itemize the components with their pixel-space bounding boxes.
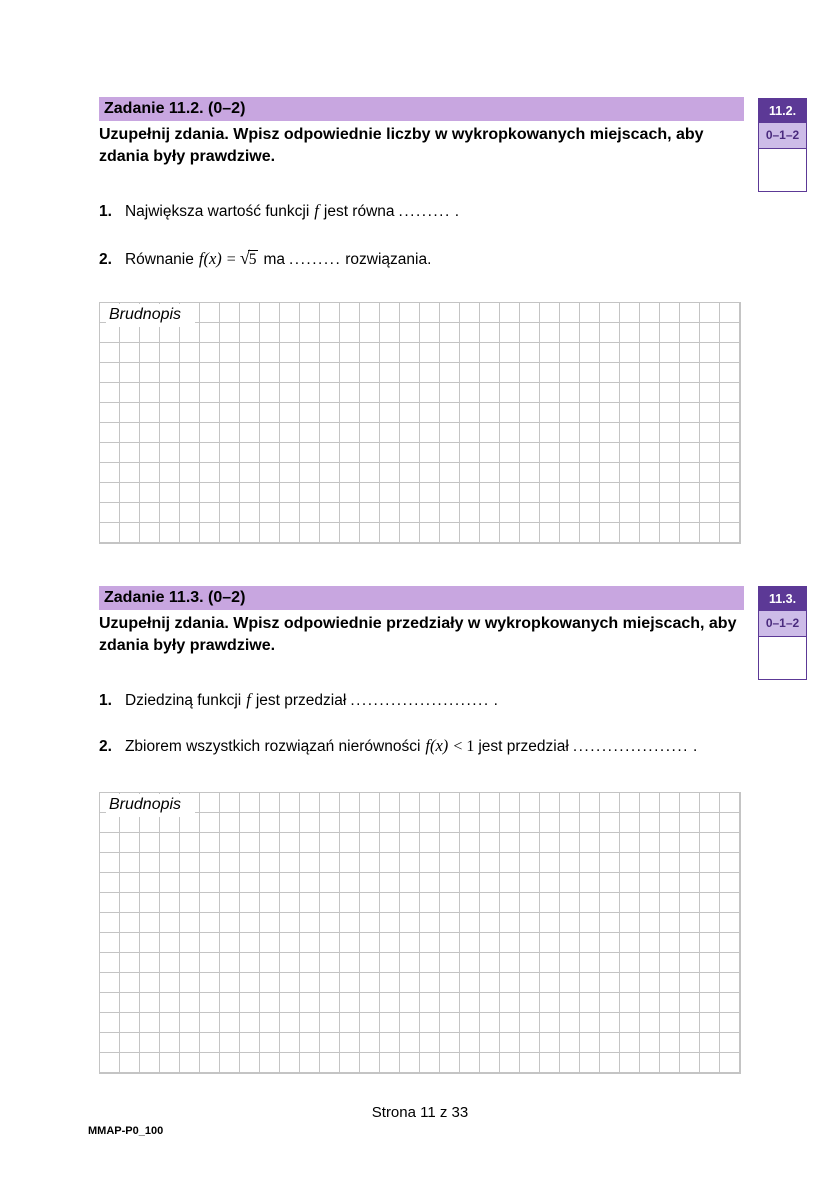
statement-text: Największa wartość funkcji [124,203,310,220]
score-box-11-2 [758,98,807,192]
score-scale: 0–1–2 [759,611,806,637]
statement-text: Zbiorem wszystkich rozwiązań nierówności [124,738,421,755]
score-task-number: 11.2. [759,99,806,123]
statement-end: rozwiązania. [345,251,432,268]
statement-number: 2. [99,251,112,268]
answer-dots: ......... [398,203,451,220]
statement-number: 1. [99,203,112,220]
task-11-3-statement-2 [99,736,759,757]
document-code: MMAP-P0_100 [88,1125,164,1137]
scratchpad-label: Brudnopis [106,794,195,817]
statement-text: jest przedział [478,738,569,755]
score-empty-cell [759,637,806,679]
math-equals-sign: = [226,251,236,268]
answer-dots: ........................ [350,692,490,709]
answer-dots: .................... [572,738,689,755]
answer-dots: ......... [289,251,342,268]
score-box-11-3 [758,586,807,680]
task-11-3-instruction: Uzupełnij zdania. Wpisz odpowiednie przedziały w wykropkowanych miejscach, aby zdania były prawdziwe. [99,615,737,654]
statement-end: . [454,203,460,220]
task-11-3-header: Zadanie 11.3. (0–2) [99,586,744,610]
task-11-2-header: Zadanie 11.2. (0–2) [99,97,744,121]
statement-text: Dziedziną funkcji [124,692,242,709]
score-scale: 0–1–2 [759,123,806,149]
statement-text: jest równa [323,203,395,220]
page-number: Strona 11 z 33 [371,1104,469,1121]
radicand: 5 [248,251,257,268]
statement-number: 2. [99,738,112,755]
math-expression: f(x) [425,736,449,755]
statement-text: jest przedział [255,692,347,709]
math-function-symbol: f [314,201,319,220]
square-root-expression [239,248,259,268]
scratchpad-label: Brudnopis [106,304,195,327]
score-empty-cell [759,149,806,191]
score-task-number: 11.3. [759,587,806,611]
statement-end: . [692,738,698,755]
statement-number: 1. [99,692,112,709]
radical-sign: √ [239,248,250,268]
scratchpad-grid [99,792,741,1074]
task-11-2-instruction: Uzupełnij zdania. Wpisz odpowiednie liczby w wykropkowanych miejscach, aby zdania były prawdziwe. [99,126,704,165]
math-inequality: < 1 [453,738,475,755]
statement-text: Równanie [124,251,194,268]
scratchpad-grid [99,302,741,544]
math-expression: f(x) [198,249,222,268]
math-function-symbol: f [246,690,251,709]
task-11-2-statement-2 [99,248,759,270]
task-11-3-statement-1 [99,690,759,711]
task-11-2-statement-1 [99,201,759,222]
statement-end: . [493,692,498,709]
statement-text: ma [263,251,285,268]
